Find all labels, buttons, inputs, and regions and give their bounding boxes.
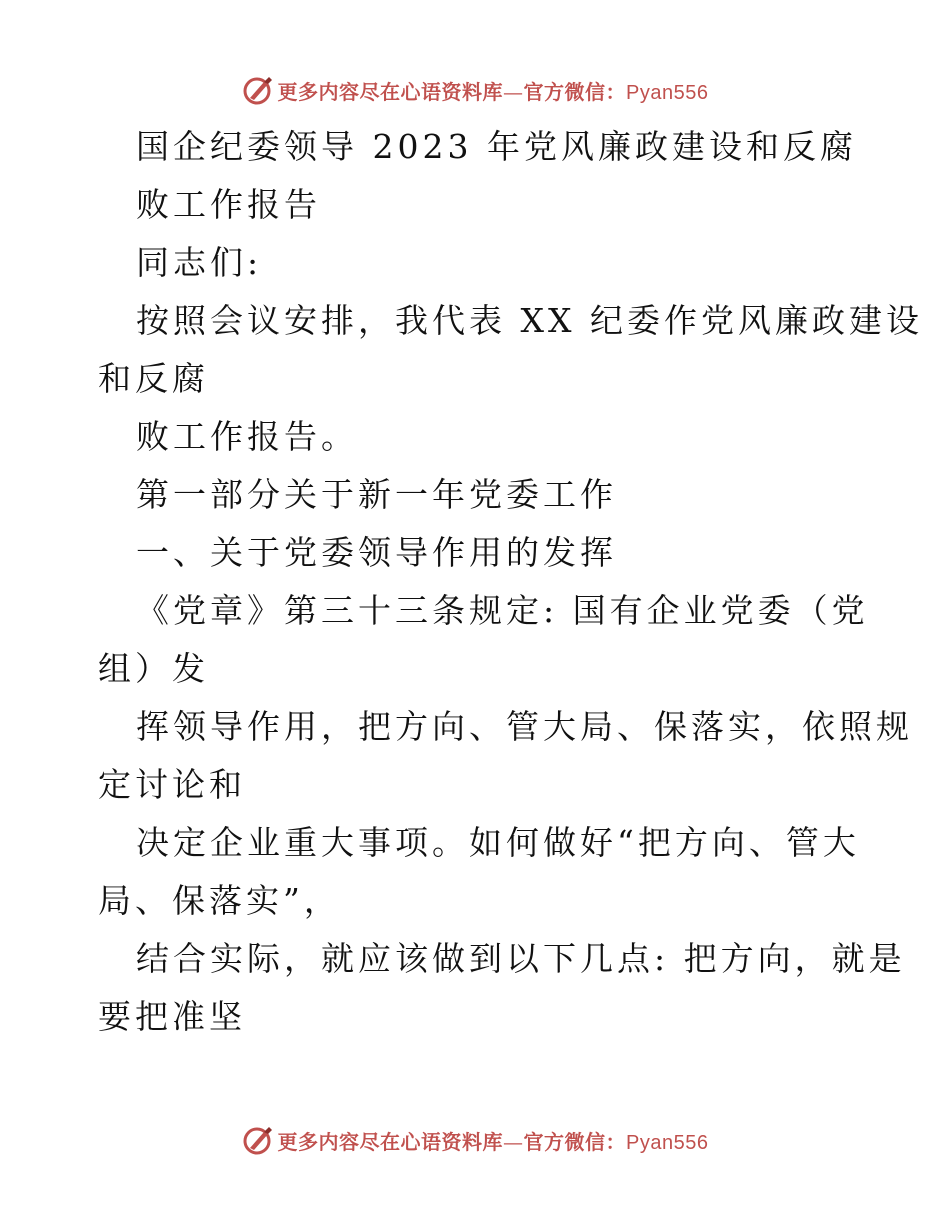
text-line: 结合实际，就应该做到以下几点: 把方向，就是	[136, 939, 906, 978]
text-line: 败工作报告	[136, 185, 321, 224]
watermark-brand: 更多内容尽在心语资料库	[277, 79, 504, 104]
pen-logo-icon	[242, 1124, 274, 1156]
text-line: 挥领导作用，把方向、管大局、保落实，依照规	[136, 707, 913, 746]
watermark-wechat-id: Pyan556	[626, 1131, 709, 1154]
text-line: 国企纪委领导 2023 年党风廉政建设和反腐	[136, 127, 857, 166]
text-line: 决定企业重大事项。如何做好“把方向、管大	[136, 823, 860, 862]
watermark-channel: 官方微信：	[523, 1129, 627, 1154]
watermark-brand: 更多内容尽在心语资料库	[277, 1129, 504, 1154]
text-line: 一、关于党委领导作用的发挥	[136, 533, 617, 572]
text-line: 同志们:	[136, 243, 263, 282]
watermark-channel: 官方微信：	[523, 79, 627, 104]
watermark-dash: —	[503, 79, 524, 104]
text-line: 定讨论和	[98, 765, 246, 804]
text-line: 组）发	[98, 649, 209, 688]
document-body	[98, 118, 923, 1046]
text-line: 按照会议安排，我代表 XX 纪委作党风廉政建设	[136, 301, 923, 340]
text-line: 和反腐	[98, 359, 209, 398]
text-line: 第一部分关于新一年党委工作	[136, 475, 617, 514]
text-line: 《党章》第三十三条规定: 国有企业党委（党	[136, 591, 869, 630]
text-line: 要把准坚	[98, 997, 246, 1036]
watermark-dash: —	[503, 1129, 524, 1154]
text-line: 局、保落实”，	[98, 881, 341, 920]
text-line: 败工作报告。	[136, 417, 358, 456]
watermark-text	[278, 1126, 709, 1155]
watermark-text	[278, 76, 709, 105]
pen-logo-icon	[242, 74, 274, 106]
watermark-header	[0, 70, 950, 110]
watermark-footer	[0, 1120, 950, 1160]
watermark-wechat-id: Pyan556	[626, 81, 709, 104]
